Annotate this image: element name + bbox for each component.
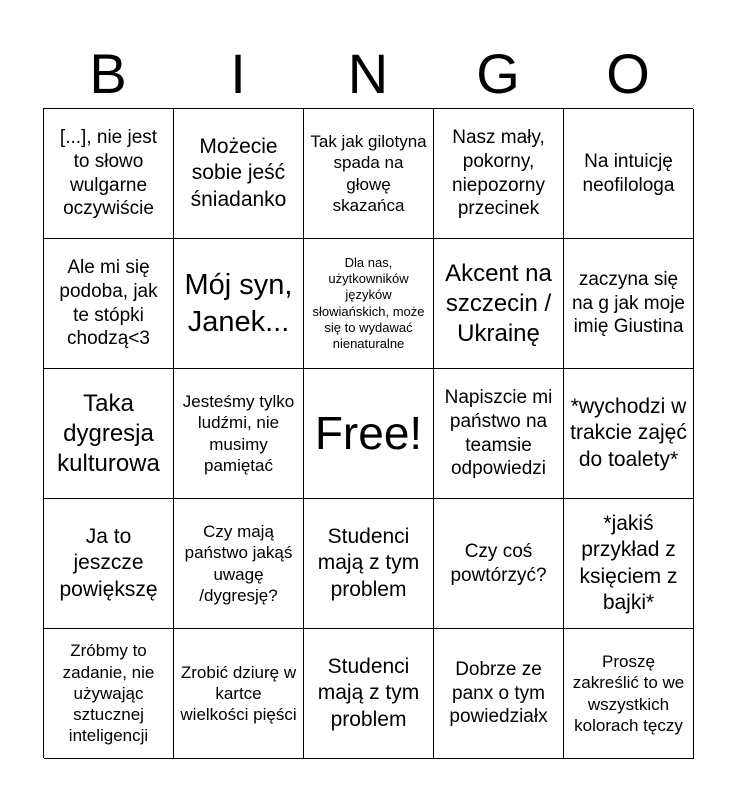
bingo-cell-free[interactable] (304, 369, 434, 499)
cell-text: Dobrze ze panx o tym powiedziałx (449, 658, 548, 728)
bingo-cell-r5c4[interactable] (434, 629, 564, 759)
header-letter-g: G (476, 42, 520, 105)
bingo-cell-r3c5[interactable] (564, 369, 694, 499)
cell-text: Zróbmy to zadanie, nie używając sztucznej inteligencji (62, 641, 155, 746)
cell-text: [...], nie jest to słowo wulgarne oczywiście (59, 127, 158, 220)
cell-text: Akcent na szczecin / Ukrainę (445, 259, 552, 347)
bingo-cell-r2c2[interactable] (174, 239, 304, 369)
bingo-cell-r1c4[interactable] (434, 109, 564, 239)
cell-text: Ale mi się podoba, jak te stópki chodzą<3 (59, 257, 158, 350)
bingo-cell-r3c2[interactable] (174, 369, 304, 499)
cell-text: Czy mają państwo jakąś uwagę /dygresję? (184, 522, 293, 605)
cell-text: Dla nas, użytkowników języków słowiańskich, może się to wydawać nienaturalne (312, 254, 425, 351)
cell-text: zaczyna się na g jak moje imię Giustina (571, 268, 685, 338)
bingo-cell-r1c5[interactable] (564, 109, 694, 239)
free-space-label: Free! (314, 406, 423, 459)
bingo-cell-r2c1[interactable] (44, 239, 174, 369)
cell-text: Jesteśmy tylko ludźmi, nie musimy pamiętać (182, 392, 295, 475)
bingo-cell-r1c1[interactable] (44, 109, 174, 239)
cell-text: Możecie sobie jeść śniadanko (190, 135, 287, 211)
bingo-cell-r3c4[interactable] (434, 369, 564, 499)
cell-text: Napiszcie mi państwo na teamsie odpowiedzi (444, 387, 553, 480)
header-letter-i: I (230, 42, 246, 105)
bingo-cell-r4c1[interactable] (44, 499, 174, 629)
header-letter-o: O (606, 42, 650, 105)
bingo-cell-r3c1[interactable] (44, 369, 174, 499)
bingo-cell-r4c2[interactable] (174, 499, 304, 629)
bingo-cell-r4c5[interactable] (564, 499, 694, 629)
cell-text: Mój syn, Janek... (184, 269, 293, 338)
cell-text: Proszę zakreślić to we wszystkich kolorach tęczy (572, 652, 685, 735)
header-letter-b: B (89, 42, 127, 105)
bingo-cell-r2c4[interactable] (434, 239, 564, 369)
cell-text: Tak jak gilotyna spada na głowę skazańca (310, 132, 427, 215)
cell-text: Ja to jeszcze powiększę (59, 525, 158, 601)
cell-text: Studenci mają z tym problem (317, 655, 420, 731)
bingo-cell-r5c2[interactable] (174, 629, 304, 759)
cell-text: Zrobić dziurę w kartce wielkości pięści (180, 662, 297, 725)
bingo-header (43, 40, 693, 108)
bingo-cell-r4c4[interactable] (434, 499, 564, 629)
bingo-cell-r2c3[interactable] (304, 239, 434, 369)
bingo-cell-r5c5[interactable] (564, 629, 694, 759)
cell-text: Taka dygresja kulturowa (57, 389, 160, 477)
bingo-cell-r5c3[interactable] (304, 629, 434, 759)
bingo-cell-r1c3[interactable] (304, 109, 434, 239)
bingo-cell-r2c5[interactable] (564, 239, 694, 369)
cell-text: *wychodzi w trakcie zajęć do toalety* (570, 395, 687, 471)
bingo-grid (43, 108, 693, 758)
bingo-cell-r1c2[interactable] (174, 109, 304, 239)
cell-text: Studenci mają z tym problem (317, 525, 420, 601)
bingo-cell-r5c1[interactable] (44, 629, 174, 759)
cell-text: Na intuicję neofilologa (582, 150, 675, 196)
cell-text: Czy coś powtórzyć? (450, 540, 547, 586)
bingo-cell-r4c3[interactable] (304, 499, 434, 629)
cell-text: *jakiś przykład z księciem z bajki* (579, 512, 678, 614)
header-letter-n: N (347, 42, 389, 105)
cell-text: Nasz mały, pokorny, niepozorny przecinek (452, 127, 545, 220)
